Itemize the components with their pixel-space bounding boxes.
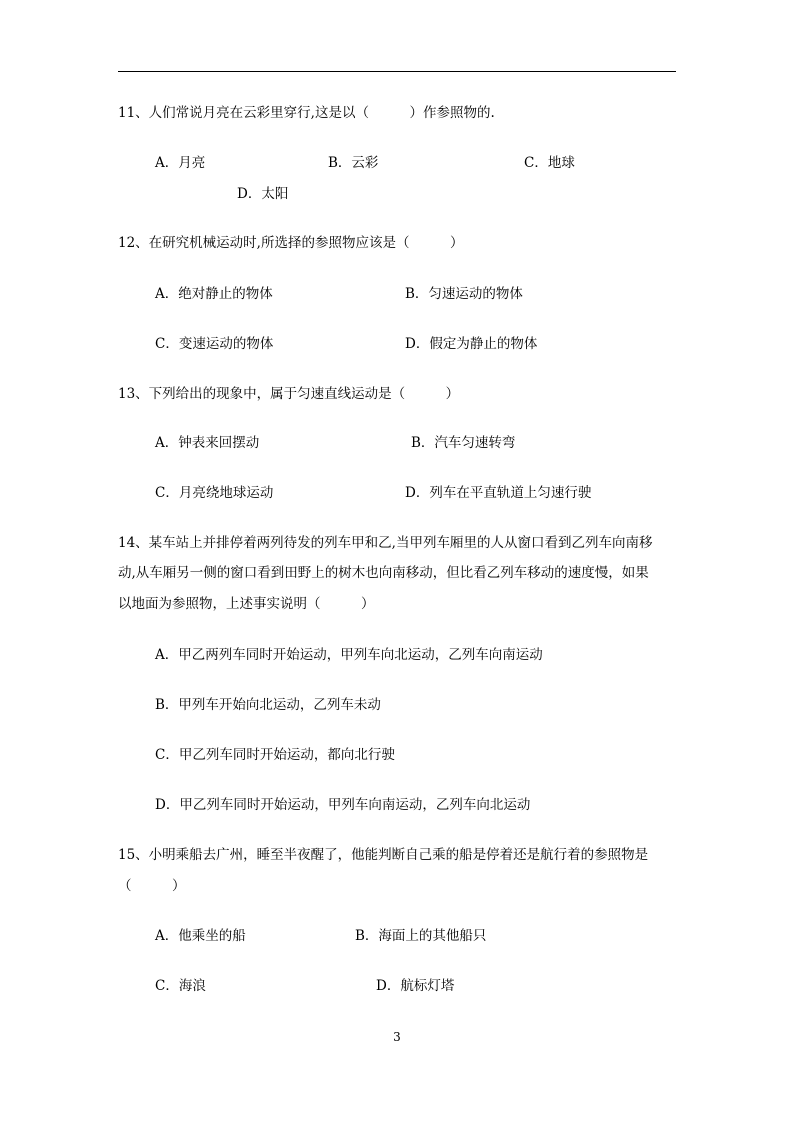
question-15-option-b: B．海面上的其他船只 <box>355 928 487 944</box>
question-14-option-c: C．甲乙列车同时开始运动，都向北行驶 <box>155 747 395 763</box>
question-11-option-b: B．云彩 <box>328 155 379 171</box>
question-14-stem-line-1: 14、某车站上并排停着两列待发的列车甲和乙,当甲列车厢里的人从窗口看到乙列车向南移 <box>118 535 653 551</box>
header-rule <box>118 71 676 72</box>
question-14-stem-line-3: 以地面为参照物，上述事实说明（ ） <box>118 596 375 612</box>
question-11-option-c: C．地球 <box>524 155 575 171</box>
page-number: 3 <box>393 1030 401 1044</box>
question-14-option-d: D．甲乙列车同时开始运动，甲列车向南运动，乙列车向北运动 <box>155 797 531 813</box>
question-15-option-d: D．航标灯塔 <box>376 978 455 994</box>
question-11-option-d: D．太阳 <box>237 186 289 202</box>
question-12-option-d: D．假定为静止的物体 <box>405 336 538 352</box>
question-12-stem: 12、在研究机械运动时,所选择的参照物应该是（ ） <box>118 235 464 251</box>
question-13-option-a: A．钟表来回摆动 <box>155 435 260 451</box>
question-14-stem-line-2: 动,从车厢另一侧的窗口看到田野上的树木也向南移动，但比看乙列车移动的速度慢，如果 <box>118 565 649 581</box>
question-13-option-d: D．列车在平直轨道上匀速行驶 <box>405 485 592 501</box>
question-15-stem-line-2: （ ） <box>118 878 186 894</box>
question-11-option-a: A．月亮 <box>155 155 206 171</box>
question-13-option-c: C．月亮绕地球运动 <box>155 485 274 501</box>
question-12-option-b: B．匀速运动的物体 <box>405 286 523 302</box>
question-15-option-c: C．海浪 <box>155 978 206 994</box>
question-12-option-a: A．绝对静止的物体 <box>155 286 273 302</box>
question-11-stem: 11、人们常说月亮在云彩里穿行,这是以（ ）作参照物的. <box>118 105 495 121</box>
question-15-stem-line-1: 15、小明乘船去广州，睡至半夜醒了，他能判断自己乘的船是停着还是航行着的参照物是 <box>118 847 649 863</box>
question-14-option-b: B．甲列车开始向北运动，乙列车未动 <box>155 697 381 713</box>
question-15-option-a: A．他乘坐的船 <box>155 928 246 944</box>
question-14-option-a: A．甲乙两列车同时开始运动，甲列车向北运动，乙列车向南运动 <box>155 647 543 663</box>
question-12-option-c: C．变速运动的物体 <box>155 336 274 352</box>
question-13-option-b: B．汽车匀速转弯 <box>411 435 516 451</box>
question-13-stem: 13、下列给出的现象中，属于匀速直线运动是（ ） <box>118 386 460 402</box>
